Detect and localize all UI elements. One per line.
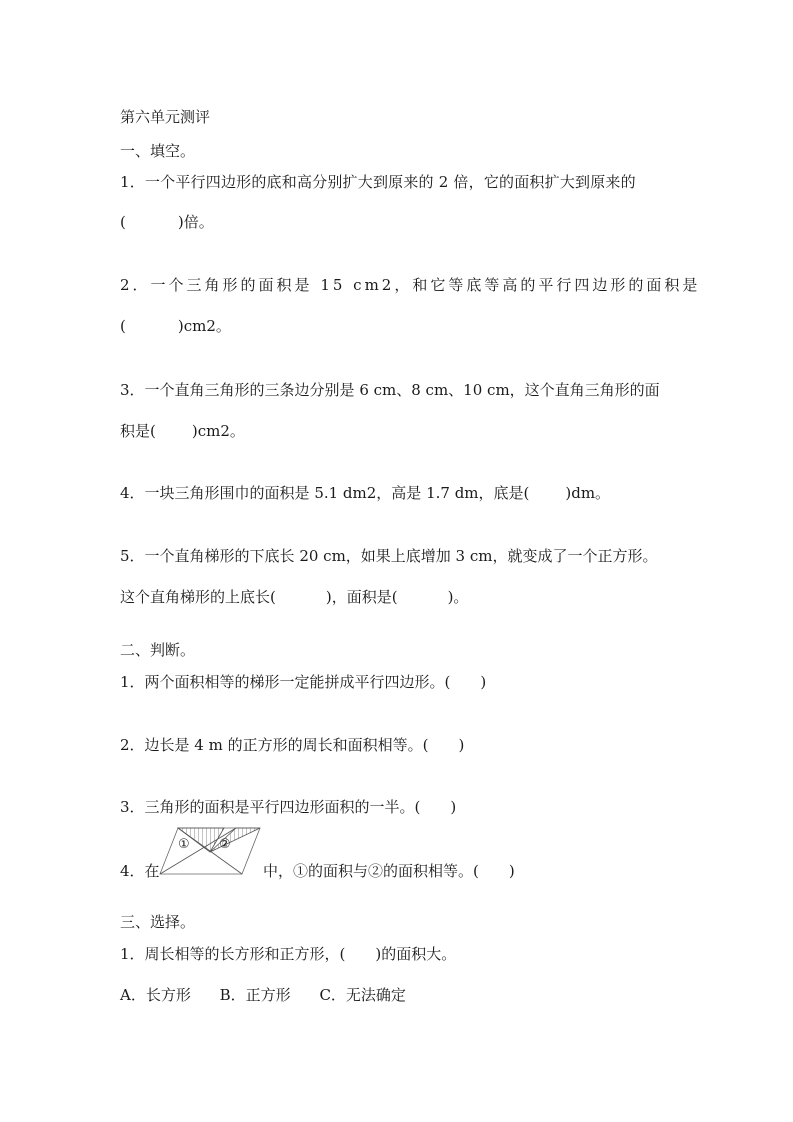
fill-q4-part1: 4．一块三角形围巾的面积是 5.1 dm2，高是 1.7 dm，底是( <box>120 484 530 502</box>
fill-q1-close: )倍。 <box>177 213 214 231</box>
choice-q1-part-b: )的面积大。 <box>375 945 457 963</box>
fill-q3-close: )cm2。 <box>191 422 245 440</box>
fill-q5-line2 <box>120 587 468 607</box>
fill-q5-part-c: )。 <box>447 588 469 606</box>
fill-q1-open: ( <box>120 213 126 231</box>
choice-q1-options <box>120 985 406 1005</box>
fill-q5-line1: 5．一个直角梯形的下底长 20 cm，如果上底增加 3 cm，就变成了一个正方形。 <box>120 547 658 565</box>
judge-q1 <box>120 672 486 692</box>
choice-q1 <box>120 944 456 964</box>
choice-q1-part-a: 1．周长相等的长方形和正方形，( <box>120 945 346 963</box>
fill-q2-open: ( <box>120 317 126 335</box>
figure-label-1: ① <box>178 837 190 852</box>
section-heading-choice: 三、选择。 <box>120 913 196 931</box>
fill-q3-line1: 3．一个直角三角形的三条边分别是 6 cm、8 cm、10 cm，这个直角三角形的面 <box>120 381 660 399</box>
judge-q1-close: ) <box>480 673 487 691</box>
fill-q5-part-b: )，面积是( <box>325 588 398 606</box>
page-title: 第六单元测评 <box>120 108 211 126</box>
fill-q1-line2 <box>120 212 214 232</box>
judge-q3-close: ) <box>450 798 457 816</box>
judge-q2 <box>120 735 464 755</box>
fill-q1-line1: 1．一个平行四边形的底和高分别扩大到原来的 2 倍，它的面积扩大到原来的 <box>120 173 636 191</box>
fill-q3-open: 积是( <box>120 422 156 440</box>
fill-q3-line2 <box>120 421 245 441</box>
parallelogram-figure <box>158 826 262 876</box>
judge-q4-text: 中，①的面积与②的面积相等。( <box>263 862 479 880</box>
judge-q4-pre: 4．在 <box>120 862 160 880</box>
option-b[interactable]: B．正方形 <box>219 986 291 1004</box>
figure-label-2: ② <box>219 837 231 852</box>
option-a[interactable]: A．长方形 <box>120 986 191 1004</box>
judge-q4-close: ) <box>508 862 515 880</box>
fill-q2-close: )cm2。 <box>177 317 231 335</box>
fill-q4 <box>120 483 610 503</box>
fill-q4-part2: )dm。 <box>565 484 611 502</box>
judge-q2-close: ) <box>458 736 465 754</box>
fill-q2-line2 <box>120 316 231 336</box>
section-heading-fill: 一、填空。 <box>120 142 196 160</box>
fill-q2-line1: 2．一个三角形的面积是 15 cm2，和它等底等高的平行四边形的面积是 <box>120 276 701 294</box>
judge-q3-text: 3．三角形的面积是平行四边形面积的一半。( <box>120 798 421 816</box>
judge-q1-text: 1．两个面积相等的梯形一定能拼成平行四边形。( <box>120 673 451 691</box>
fill-q5-part-a: 这个直角梯形的上底长( <box>120 588 276 606</box>
option-c[interactable]: C．无法确定 <box>319 986 406 1004</box>
judge-q2-text: 2．边长是 4 m 的正方形的周长和面积相等。( <box>120 736 429 754</box>
judge-q4-post <box>263 861 515 881</box>
judge-q3 <box>120 797 456 817</box>
section-heading-judge: 二、判断。 <box>120 641 196 659</box>
